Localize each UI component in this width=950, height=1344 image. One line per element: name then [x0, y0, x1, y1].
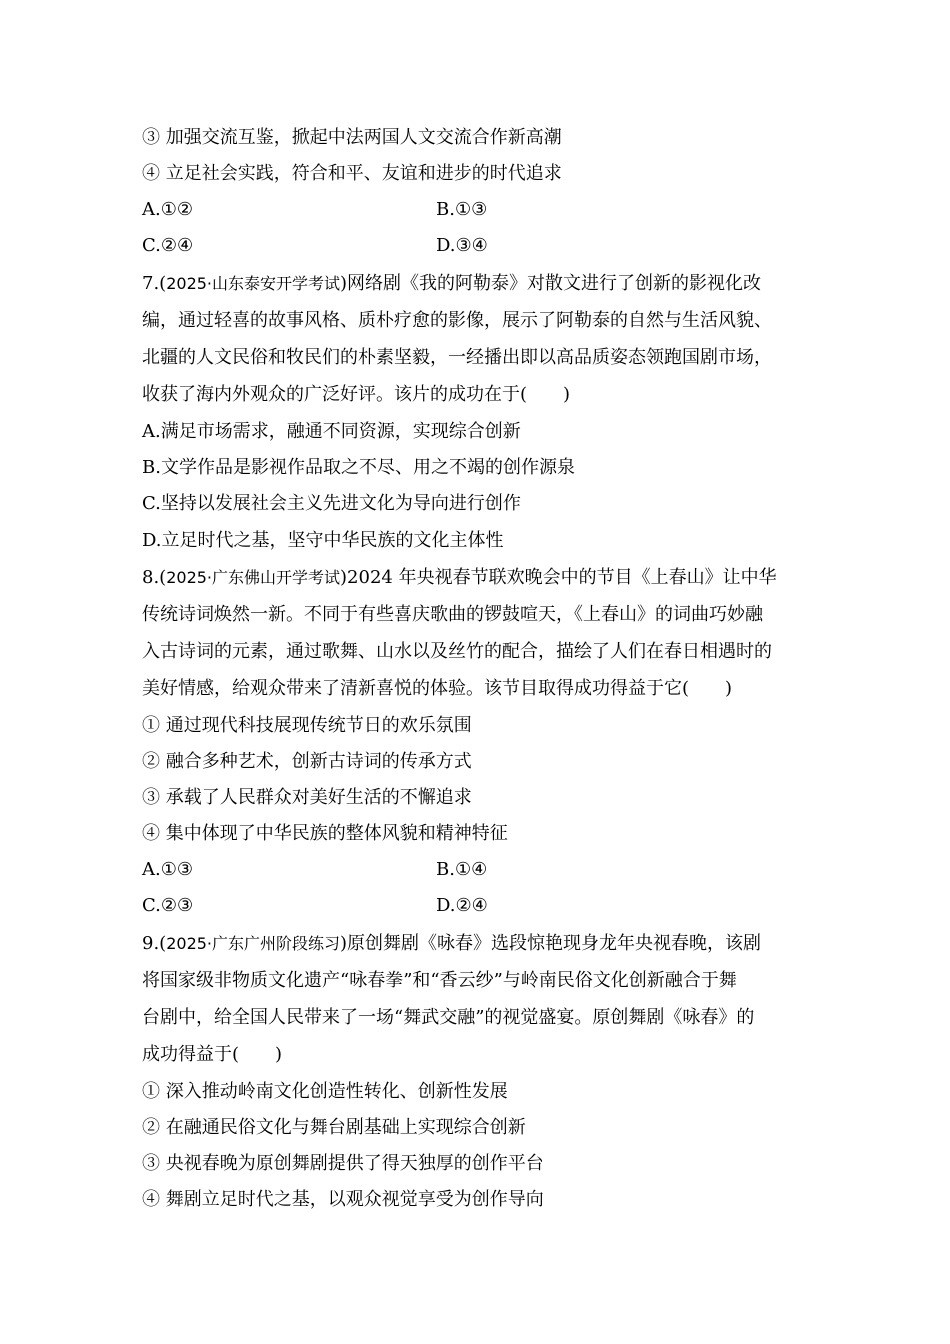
q9-stem-line-3: 台剧中，给全国人民带来了一场“舞武交融”的视觉盛宴。原创舞剧《咏春》的 — [142, 1007, 755, 1028]
q7-option-d: D.立足时代之基，坚守中华民族的文化主体性 — [142, 530, 504, 551]
q8-source: 2025·广东佛山开学考试 — [166, 568, 341, 587]
q6-option-b: B.①③ — [436, 199, 488, 220]
q8-stem-line-1 — [142, 566, 777, 590]
q9-stem-line-1 — [142, 932, 761, 956]
q9-source: 2025·广东广州阶段练习 — [166, 934, 341, 953]
q8-option-d: D.②④ — [436, 895, 488, 916]
q9-number: 9.( — [142, 933, 167, 954]
q7-stem-line-2: 编，通过轻喜的故事风格、质朴疗愈的影像，展示了阿勒泰的自然与生活风貌、 — [142, 310, 772, 331]
q6-option-c: C.②④ — [142, 235, 194, 256]
q8-option-b: B.①④ — [436, 859, 488, 880]
q7-source: 2025·山东泰安开学考试 — [166, 274, 341, 293]
q8-option-a: A.①③ — [142, 859, 193, 880]
q9-item-4: ④ 舞剧立足时代之基，以观众视觉享受为创作导向 — [142, 1189, 544, 1210]
q6-option-d: D.③④ — [436, 235, 488, 256]
q9-item-2: ② 在融通民俗文化与舞台剧基础上实现综合创新 — [142, 1117, 526, 1138]
q7-stem-text: )网络剧《我的阿勒泰》对散文进行了创新的影视化改 — [340, 273, 762, 294]
q8-option-c: C.②③ — [142, 895, 194, 916]
q8-item-4: ④ 集中体现了中华民族的整体风貌和精神特征 — [142, 823, 508, 844]
q8-item-3: ③ 承载了人民群众对美好生活的不懈追求 — [142, 787, 472, 808]
q7-stem-line-3: 北疆的人文民俗和牧民们的朴素坚毅，一经播出即以高品质姿态领跑国剧市场， — [142, 347, 772, 368]
q7-option-a: A.满足市场需求，融通不同资源，实现综合创新 — [142, 421, 521, 442]
q8-stem-text: )2024 年央视春节联欢晚会中的节目《上春山》让中华 — [340, 567, 777, 588]
q9-stem-line-4: 成功得益于( ) — [142, 1044, 283, 1065]
q8-item-1: ① 通过现代科技展现传统节日的欢乐氛围 — [142, 715, 472, 736]
q7-option-b: B.文学作品是影视作品取之不尽、用之不竭的创作源泉 — [142, 457, 575, 478]
q6-item-3: ③ 加强交流互鉴，掀起中法两国人文交流合作新高潮 — [142, 127, 562, 148]
q7-number: 7.( — [142, 273, 167, 294]
q8-item-2: ② 融合多种艺术，创新古诗词的传承方式 — [142, 751, 472, 772]
q9-stem-line-2: 将国家级非物质文化遗产“咏春拳”和“香云纱”与岭南民俗文化创新融合于舞 — [142, 970, 737, 991]
q7-stem-line-4: 收获了海内外观众的广泛好评。该片的成功在于( ) — [142, 384, 571, 405]
q8-stem-line-4: 美好情感，给观众带来了清新喜悦的体验。该节目取得成功得益于它( ) — [142, 678, 733, 699]
q6-item-4: ④ 立足社会实践，符合和平、友谊和进步的时代追求 — [142, 163, 562, 184]
q9-item-3: ③ 央视春晚为原创舞剧提供了得天独厚的创作平台 — [142, 1153, 544, 1174]
q7-option-c: C.坚持以发展社会主义先进文化为导向进行创作 — [142, 493, 521, 514]
q9-stem-text: )原创舞剧《咏春》选段惊艳现身龙年央视春晚，该剧 — [340, 933, 762, 954]
q8-number: 8.( — [142, 567, 167, 588]
q8-stem-line-2: 传统诗词焕然一新。不同于有些喜庆歌曲的锣鼓喧天，《上春山》的词曲巧妙融 — [142, 604, 763, 625]
q9-item-1: ① 深入推动岭南文化创造性转化、创新性发展 — [142, 1081, 508, 1102]
q7-stem-line-1 — [142, 272, 761, 296]
q6-option-a: A.①② — [142, 199, 193, 220]
q8-stem-line-3: 入古诗词的元素，通过歌舞、山水以及丝竹的配合，描绘了人们在春日相遇时的 — [142, 641, 772, 662]
